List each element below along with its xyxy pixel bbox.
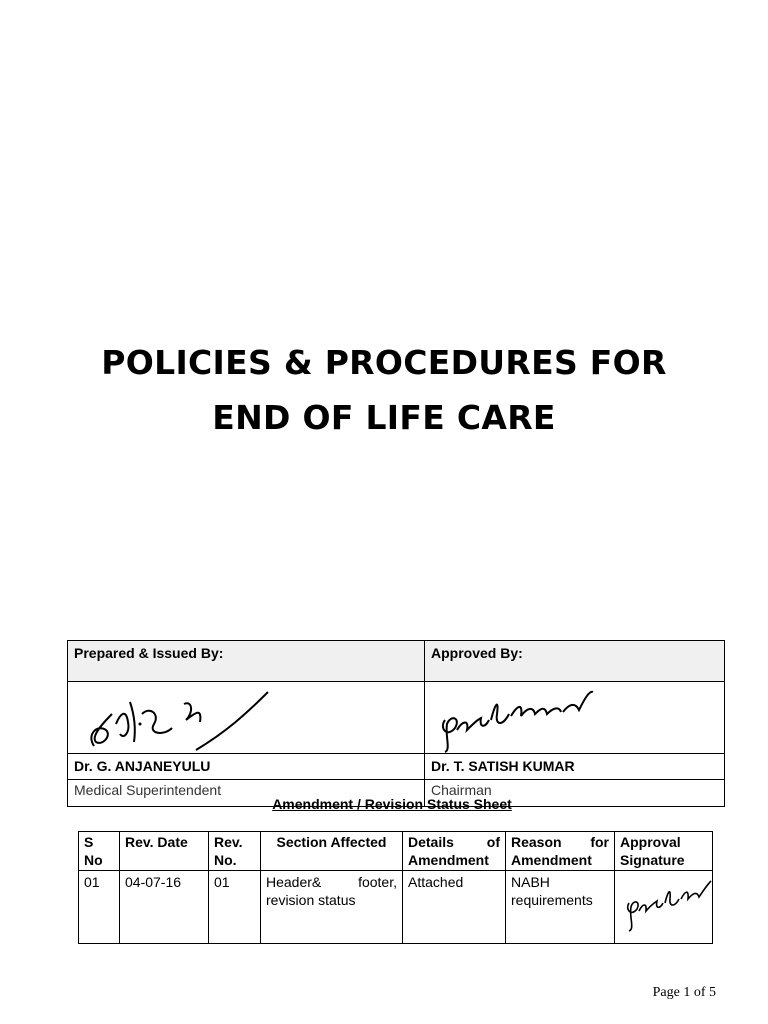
row-reason <box>506 871 615 944</box>
row-section <box>261 871 403 944</box>
header-section: Section Affected <box>261 832 403 871</box>
header-rev-no <box>209 832 261 871</box>
header-rev-date: Rev. Date <box>120 832 209 871</box>
amendment-table <box>78 831 713 944</box>
row-signature <box>621 875 717 937</box>
header-approval <box>615 832 713 871</box>
document-title <box>0 335 768 445</box>
title-line-2: END OF LIFE CARE <box>212 398 556 437</box>
header-details-line1: Details of <box>408 834 500 850</box>
header-sno-line1: S <box>84 834 94 850</box>
row-rev-date: 04-07-16 <box>120 871 209 944</box>
approved-signature <box>433 684 613 754</box>
header-approval-line2: Signature <box>620 852 685 868</box>
header-rev-no-line2: No. <box>214 852 237 868</box>
approved-role: Chairman <box>425 780 725 807</box>
prepared-role: Medical Superintendent <box>68 780 425 807</box>
header-details-line2: Amendment <box>408 852 489 868</box>
header-reason-line1: Reason for <box>511 834 609 850</box>
header-rev-no-line1: Rev. <box>214 834 243 850</box>
header-sno-line2: No <box>84 852 103 868</box>
row-section-line2: revision status <box>266 892 356 908</box>
row-section-line1: Header& footer, <box>266 874 397 890</box>
prepared-signature-cell <box>68 682 425 754</box>
approval-table <box>67 640 725 807</box>
title-line-1: POLICIES & PROCEDURES FOR <box>101 343 667 382</box>
row-rev-no: 01 <box>209 871 261 944</box>
page-number: Page 1 of 5 <box>652 985 716 1000</box>
row-details: Attached <box>403 871 506 944</box>
prepared-label: Prepared & Issued By: <box>68 641 425 682</box>
row-sno: 01 <box>79 871 120 944</box>
header-approval-line1: Approval <box>620 834 681 850</box>
row-reason-line1: NABH <box>511 874 550 890</box>
table-row <box>79 871 713 944</box>
header-reason <box>506 832 615 871</box>
header-reason-line2: Amendment <box>511 852 592 868</box>
header-sno <box>79 832 120 871</box>
row-approval-signature <box>615 871 713 944</box>
amendment-header-row <box>79 832 713 871</box>
prepared-name: Dr. G. ANJANEYULU <box>68 754 425 780</box>
amendment-title: Amendment / Revision Status Sheet <box>272 796 512 812</box>
approved-signature-cell <box>425 682 725 754</box>
prepared-signature <box>76 684 276 754</box>
approved-name: Dr. T. SATISH KUMAR <box>425 754 725 780</box>
approved-label: Approved By: <box>425 641 725 682</box>
header-details <box>403 832 506 871</box>
row-reason-line2: requirements <box>511 892 593 908</box>
